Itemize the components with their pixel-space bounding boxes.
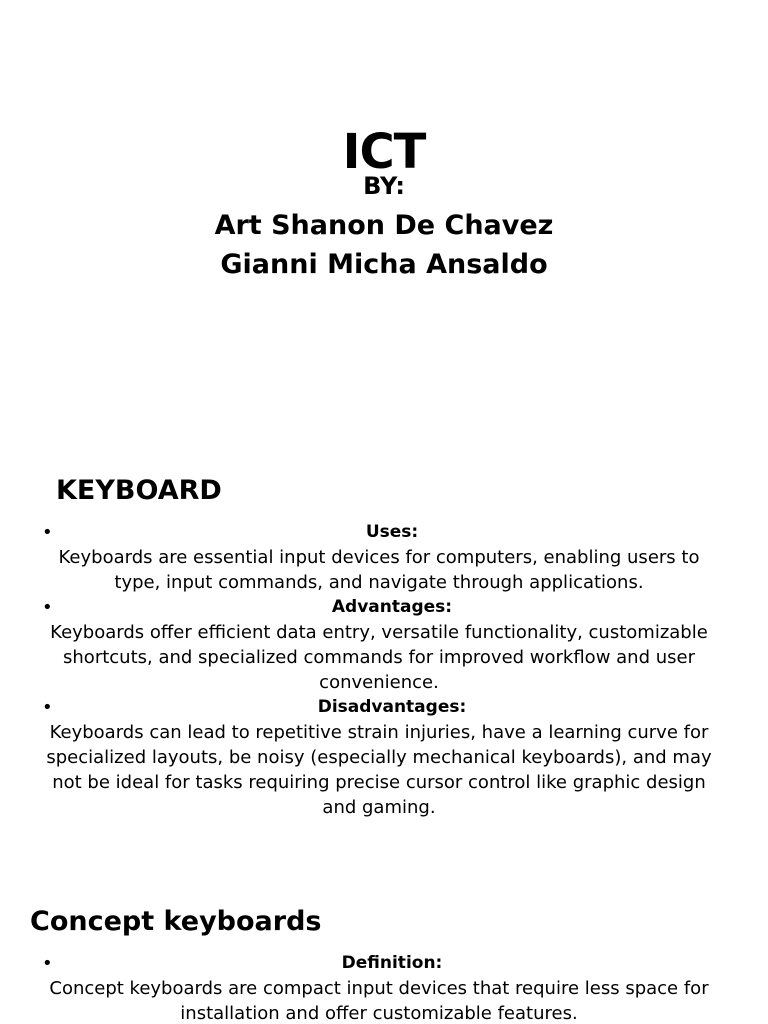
concept-bullet-list [40, 951, 718, 1024]
list-item [40, 951, 718, 1024]
list-item [40, 520, 718, 595]
list-item [40, 595, 718, 695]
bullet-icon: • [42, 522, 53, 543]
list-item [40, 695, 718, 820]
document-title: ICT [342, 124, 426, 180]
byline-label: BY: [363, 172, 405, 200]
keyboard-section-heading: KEYBOARD [56, 475, 222, 506]
advantages-label: Advantages: [331, 597, 453, 617]
disadvantages-text: Keyboards can lead to repetitive strain injuries, have a learning curve for specialized layouts, be noisy (especially mechanical keyboards), and may not be ideal for tasks requiring precise cursor control like graphic design and gaming. [46, 722, 712, 818]
definition-label: Definition: [341, 953, 443, 973]
advantages-text: Keyboards offer efficient data entry, versatile functionality, customizable shortcuts, and specialized commands for improved workflow and user convenience. [50, 622, 708, 693]
uses-label: Uses: [365, 522, 419, 542]
bullet-icon: • [42, 697, 53, 718]
bullet-icon: • [42, 597, 53, 618]
concept-keyboards-heading: Concept keyboards [30, 906, 322, 937]
keyboard-bullet-list [40, 520, 718, 820]
author-name: Gianni Micha Ansaldo [220, 249, 548, 280]
author-name: Art Shanon De Chavez [214, 210, 554, 241]
disadvantages-label: Disadvantages: [317, 697, 467, 717]
definition-text: Concept keyboards are compact input devices that require less space for installation and offer customizable features. [49, 978, 709, 1024]
uses-text: Keyboards are essential input devices for computers, enabling users to type, input commands, and navigate through applications. [58, 547, 700, 593]
bullet-icon: • [42, 953, 53, 974]
